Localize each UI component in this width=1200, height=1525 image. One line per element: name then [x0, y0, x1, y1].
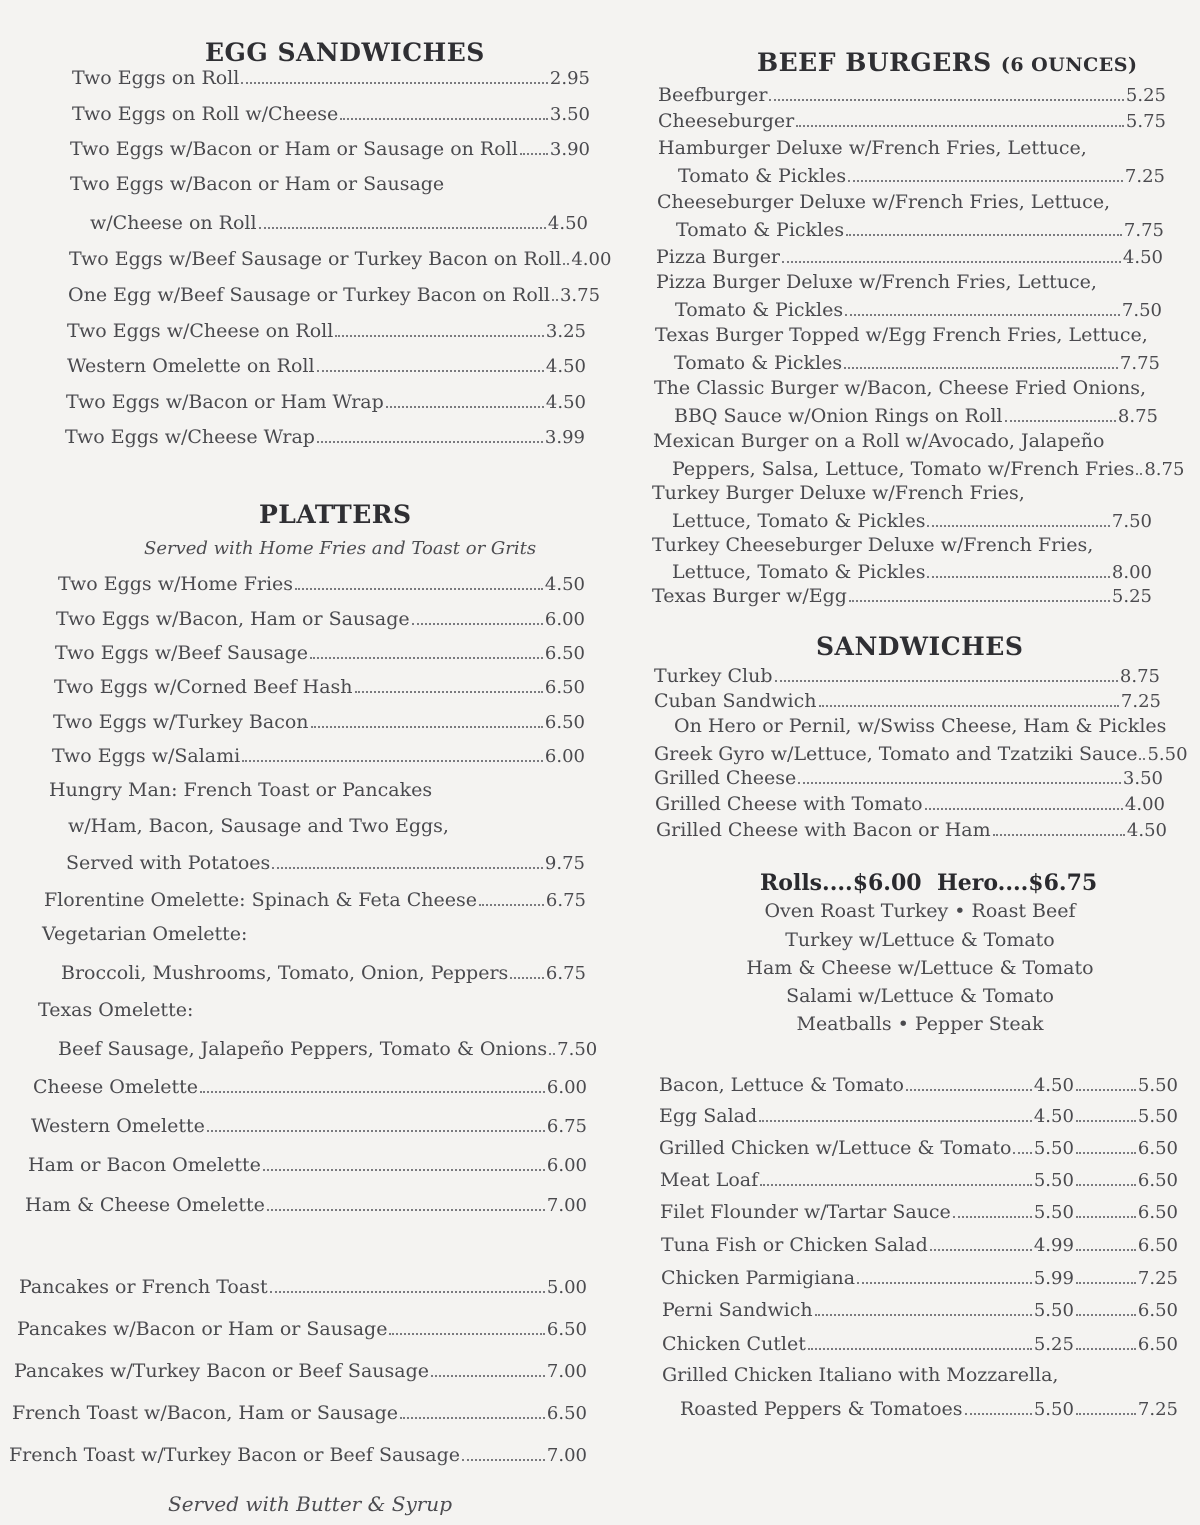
menu-item-text: w/Ham, Bacon, Sausage and Two Eggs,	[68, 815, 449, 837]
menu-item-roll-price: 5.99	[1033, 1268, 1074, 1289]
leader-dots	[311, 726, 543, 728]
menu-item-name: Tomato & Pickles	[675, 299, 844, 321]
menu-item-price: 6.50	[544, 643, 585, 664]
menu-item-price: 3.50	[549, 104, 590, 125]
menu-item-name: Grilled Chicken w/Lettuce & Tomato	[659, 1137, 1012, 1159]
menu-item	[672, 454, 1185, 480]
menu-item	[674, 401, 1158, 427]
leader-dots	[259, 227, 546, 229]
menu-item	[68, 280, 601, 306]
menu-item-price: 5.00	[546, 1277, 587, 1298]
menu-item-name: Two Eggs w/Cheese on Roll	[67, 320, 334, 342]
leader-dots	[927, 576, 1109, 578]
menu-item-text: Turkey Cheeseburger Deluxe w/French Fries,	[652, 534, 1094, 556]
leader-dots	[1005, 420, 1116, 422]
leader-dots	[241, 82, 548, 84]
menu-item-name: Two Eggs w/Cheese Wrap	[65, 426, 315, 448]
menu-item	[672, 506, 1152, 532]
leader-dots	[1076, 1089, 1136, 1091]
menu-item-price: 6.50	[544, 677, 585, 698]
menu-item-price: 6.00	[546, 1155, 587, 1176]
menu-item-price: 7.25	[1120, 691, 1161, 712]
leader-dots	[1076, 1184, 1136, 1186]
menu-item-price: 7.50	[1111, 511, 1152, 532]
menu-item-hero-price: 6.50	[1137, 1334, 1178, 1355]
menu-item-price: 4.50	[545, 392, 586, 413]
menu-item-name: One Egg w/Beef Sausage or Turkey Bacon on Roll	[68, 284, 550, 306]
leader-dots	[993, 834, 1125, 836]
menu-item-name: Two Eggs w/Beef Sausage	[55, 642, 308, 664]
menu-item-price: 7.00	[546, 1445, 587, 1466]
menu-item-price: 4.00	[571, 249, 612, 270]
menu-item-name: Beefburger	[658, 84, 768, 106]
menu-item-price: 4.00	[1124, 794, 1165, 815]
menu-item	[672, 557, 1152, 583]
menu-item-text: Vegetarian Omelette:	[42, 923, 248, 945]
menu-item-price: 7.00	[546, 1195, 587, 1216]
menu-item-name: Cheese Omelette	[33, 1076, 198, 1098]
menu-item-name: Lettuce, Tomato & Pickles	[672, 561, 926, 583]
menu-item-price: 4.50	[547, 213, 588, 234]
menu-item	[659, 1133, 1178, 1159]
menu-item-name: Two Eggs w/Beef Sausage or Turkey Bacon on Roll	[69, 248, 562, 270]
menu-item-name: Peppers, Salsa, Lettuce, Tomato w/French Fries	[672, 458, 1135, 480]
leader-dots	[431, 1375, 545, 1377]
menu-item-price: 6.50	[546, 1403, 587, 1424]
menu-item-name: Two Eggs w/Bacon, Ham or Sausage	[56, 608, 410, 630]
leader-dots	[845, 314, 1120, 316]
menu-item	[67, 316, 586, 342]
leader-dots	[844, 367, 1118, 369]
menu-item-price: 6.75	[545, 963, 586, 984]
menu-item-price: 8.75	[1144, 459, 1185, 480]
menu-item-hero-price: 6.50	[1137, 1235, 1178, 1256]
menu-item-text: Cheeseburger Deluxe w/French Fries, Lettuce,	[657, 191, 1111, 213]
leader-dots	[270, 1291, 545, 1293]
menu-item-name: Cuban Sandwich	[654, 690, 817, 712]
leader-dots	[1076, 1314, 1136, 1316]
menu-item	[56, 604, 585, 630]
menu-item	[656, 815, 1167, 841]
leader-dots	[760, 1184, 1032, 1186]
leader-dots	[930, 1249, 1032, 1251]
menu-item	[52, 741, 585, 767]
menu-item-roll-price: 5.25	[1033, 1334, 1074, 1355]
menu-item	[33, 1072, 587, 1098]
menu-item	[654, 763, 1163, 789]
menu-item	[44, 885, 586, 911]
menu-item-name: Perni Sandwich	[662, 1299, 813, 1321]
menu-item-name: Texas Burger w/Egg	[652, 585, 847, 607]
menu-item-name: Tomato & Pickles	[678, 165, 847, 187]
menu-item-text: The Classic Burger w/Bacon, Cheese Fried Onions,	[654, 377, 1146, 399]
menu-item	[660, 1165, 1178, 1191]
leader-dots	[1013, 1152, 1031, 1154]
menu-item-price: 5.25	[1125, 85, 1166, 106]
menu-item	[54, 672, 585, 698]
menu-item-name: Broccoli, Mushrooms, Tomato, Onion, Peppers	[61, 962, 509, 984]
menu-item-name: Western Omelette	[31, 1115, 205, 1137]
menu-item	[14, 1356, 587, 1382]
menu-item	[31, 1111, 587, 1137]
leader-dots	[953, 1216, 1032, 1218]
menu-item-name: Egg Salad	[659, 1105, 758, 1127]
leader-dots	[857, 1282, 1032, 1284]
menu-item-text: On Hero or Pernil, w/Swiss Cheese, Ham & Pickles	[674, 715, 1167, 737]
platters-note: Served with Home Fries and Toast or Grits	[144, 538, 537, 559]
pancakes-note: Served with Butter & Syrup	[168, 1492, 452, 1516]
menu-item	[61, 958, 586, 984]
menu-item	[12, 1398, 587, 1424]
menu-item-name: Greek Gyro w/Lettuce, Tomato and Tzatziki Sauce	[654, 743, 1138, 765]
menu-item-roll-price: 5.50	[1033, 1399, 1074, 1420]
menu-item-text: Two Eggs w/Bacon or Ham or Sausage	[70, 173, 445, 195]
menu-item-name: Two Eggs w/Home Fries	[58, 573, 294, 595]
menu-item-price: 6.50	[544, 712, 585, 733]
menu-item-name: Filet Flounder w/Tartar Sauce	[660, 1201, 951, 1223]
leader-dots	[389, 1333, 544, 1335]
menu-item-roll-price: 5.50	[1033, 1138, 1074, 1159]
menu-item	[72, 99, 590, 125]
menu-item-name: Tomato & Pickles	[676, 219, 845, 241]
leader-dots	[1076, 1120, 1136, 1122]
menu-item-name: Grilled Cheese with Bacon or Ham	[656, 819, 991, 841]
leader-dots	[849, 600, 1110, 602]
menu-item-price: 4.50	[1126, 820, 1167, 841]
menu-item	[662, 1295, 1178, 1321]
menu-item-price: 6.50	[546, 1319, 587, 1340]
leader-dots	[340, 118, 548, 120]
menu-item-name: Two Eggs w/Corned Beef Hash	[54, 676, 353, 698]
menu-item-name: Western Omelette on Roll	[67, 355, 315, 377]
menu-item-price: 7.50	[557, 1039, 598, 1060]
menu-item-name: BBQ Sauce w/Onion Rings on Roll	[674, 405, 1003, 427]
menu-item	[58, 569, 585, 595]
menu-item	[676, 215, 1164, 241]
leader-dots	[846, 234, 1122, 236]
leader-dots	[1076, 1152, 1136, 1154]
menu-item-name: Pizza Burger	[656, 246, 781, 268]
platters-heading: PLATTERS	[259, 500, 412, 529]
menu-item-price: 4.50	[1122, 247, 1163, 268]
leader-dots	[386, 406, 544, 408]
menu-item	[28, 1150, 587, 1176]
leader-dots	[520, 153, 548, 155]
menu-item	[17, 1314, 587, 1340]
rolls-hero-option: Turkey w/Lettuce & Tomato	[785, 929, 1055, 951]
leader-dots	[552, 299, 558, 301]
leader-dots	[272, 867, 543, 869]
menu-item	[658, 106, 1166, 132]
menu-item	[19, 1272, 587, 1298]
menu-item-name: Two Eggs w/Bacon or Ham or Sausage on Roll	[70, 138, 518, 160]
menu-item-name: Bacon, Lettuce & Tomato	[659, 1074, 904, 1096]
menu-item-price: 7.75	[1119, 353, 1160, 374]
menu-item	[66, 387, 586, 413]
menu-item-name: Grilled Cheese with Tomato	[655, 793, 923, 815]
menu-item	[660, 1197, 1178, 1223]
menu-item	[25, 1190, 587, 1216]
leader-dots	[1076, 1282, 1136, 1284]
leader-dots	[462, 1459, 545, 1461]
menu-item-roll-price: 4.50	[1033, 1106, 1074, 1127]
leader-dots	[335, 335, 544, 337]
menu-item	[655, 789, 1165, 815]
leader-dots	[563, 263, 569, 265]
menu-item-price: 3.25	[545, 321, 586, 342]
menu-item-roll-price: 5.50	[1033, 1170, 1074, 1191]
menu-item	[675, 295, 1162, 321]
hero-price-heading: Hero....$6.75	[937, 870, 1098, 896]
menu-item	[678, 161, 1165, 187]
menu-item-name: Pancakes w/Bacon or Ham or Sausage	[17, 1318, 388, 1340]
menu-item-name: Two Eggs w/Salami	[52, 745, 241, 767]
menu-item	[680, 1394, 1178, 1420]
menu-item	[70, 134, 590, 160]
menu-item-name: Two Eggs on Roll w/Cheese	[72, 103, 339, 125]
leader-dots	[207, 1130, 545, 1132]
menu-item-name: Grilled Cheese	[654, 767, 797, 789]
menu-item-text: Hamburger Deluxe w/French Fries, Lettuce,	[658, 137, 1087, 159]
menu-item-name: French Toast w/Turkey Bacon or Beef Sausage	[9, 1444, 461, 1466]
menu-item	[90, 208, 588, 234]
menu-item-price: 4.50	[544, 574, 585, 595]
menu-item-price: 8.00	[1111, 562, 1152, 583]
menu-item	[654, 661, 1160, 687]
menu-item-name: Pancakes w/Turkey Bacon or Beef Sausage	[14, 1360, 429, 1382]
menu-item-price: 3.50	[1122, 768, 1163, 789]
menu-item	[652, 581, 1152, 607]
menu-item	[65, 422, 585, 448]
menu-item	[654, 739, 1188, 765]
menu-item-name: Chicken Parmigiana	[661, 1267, 856, 1289]
menu-item-text: Hungry Man: French Toast or Pancakes	[49, 779, 433, 801]
beef-burgers-heading	[757, 48, 1138, 77]
menu-item-price: 5.75	[1125, 111, 1166, 132]
menu-item-name: Roasted Peppers & Tomatoes	[680, 1398, 963, 1420]
menu-item-text: Turkey Burger Deluxe w/French Fries,	[652, 482, 1025, 504]
leader-dots	[1076, 1249, 1136, 1251]
leader-dots	[782, 261, 1121, 263]
menu-item	[662, 1329, 1178, 1355]
menu-item-name: Lettuce, Tomato & Pickles	[672, 510, 926, 532]
rolls-hero-option: Meatballs • Pepper Steak	[796, 1013, 1044, 1035]
leader-dots	[267, 1209, 545, 1211]
menu-item	[53, 707, 585, 733]
menu-item-price: 9.75	[544, 853, 585, 874]
menu-item-hero-price: 6.50	[1137, 1138, 1178, 1159]
menu-item-roll-price: 5.50	[1033, 1202, 1074, 1223]
menu-item	[661, 1230, 1178, 1256]
menu-item-name: w/Cheese on Roll	[90, 212, 257, 234]
menu-item-text: Grilled Chicken Italiano with Mozzarella,	[662, 1364, 1059, 1386]
leader-dots	[906, 1089, 1032, 1091]
leader-dots	[925, 808, 1123, 810]
menu-item-text: Texas Burger Topped w/Egg French Fries, Lettuce,	[655, 324, 1148, 346]
menu-item-price: 3.99	[544, 427, 585, 448]
menu-item	[656, 242, 1163, 268]
menu-item-name: Served with Potatoes	[66, 852, 271, 874]
menu-item-price: 4.50	[545, 356, 586, 377]
leader-dots	[775, 680, 1118, 682]
beef-burgers-size: (6 OUNCES)	[1000, 54, 1138, 76]
menu-item	[67, 351, 586, 377]
leader-dots	[759, 1120, 1032, 1122]
menu-item	[659, 1070, 1178, 1096]
menu-item-text: Mexican Burger on a Roll w/Avocado, Jalapeño	[653, 430, 1105, 452]
menu-item-name: Two Eggs on Roll	[72, 67, 240, 89]
menu-item-name: French Toast w/Bacon, Ham or Sausage	[12, 1402, 398, 1424]
menu-item-name: Meat Loaf	[660, 1169, 759, 1191]
menu-item-hero-price: 7.25	[1137, 1268, 1178, 1289]
leader-dots	[310, 657, 543, 659]
leader-dots	[317, 370, 544, 372]
menu-item-hero-price: 6.50	[1137, 1202, 1178, 1223]
menu-item-text: Pizza Burger Deluxe w/French Fries, Lettuce,	[656, 271, 1097, 293]
menu-item-roll-price: 4.50	[1033, 1075, 1074, 1096]
leader-dots	[412, 623, 543, 625]
menu-item-price: 6.00	[544, 746, 585, 767]
menu-item	[69, 244, 612, 270]
menu-item	[55, 638, 585, 664]
menu-item-name: Turkey Club	[654, 665, 773, 687]
menu-item-name: Two Eggs w/Turkey Bacon	[53, 711, 309, 733]
sandwiches-heading: SANDWICHES	[816, 632, 1024, 661]
menu-item-name: Ham & Cheese Omelette	[25, 1194, 265, 1216]
menu-item-name: Florentine Omelette: Spinach & Feta Cheese	[44, 889, 477, 911]
leader-dots	[769, 99, 1123, 101]
menu-item-name: Pancakes or French Toast	[19, 1276, 268, 1298]
menu-item-price: 6.00	[544, 609, 585, 630]
menu-item-name: Beef Sausage, Jalapeño Peppers, Tomato & Onions	[58, 1038, 548, 1060]
menu-item-hero-price: 5.50	[1137, 1106, 1178, 1127]
menu-item-price: 6.75	[545, 890, 586, 911]
leader-dots	[1136, 473, 1142, 475]
leader-dots	[848, 180, 1123, 182]
menu-item-price: 3.75	[559, 285, 601, 306]
menu-item	[58, 1034, 598, 1060]
menu-item	[72, 63, 590, 89]
menu-item-price: 5.50	[1147, 744, 1188, 765]
menu-item-price: 7.50	[1121, 300, 1162, 321]
menu-item	[661, 1263, 1178, 1289]
rolls-hero-option: Salami w/Lettuce & Tomato	[786, 985, 1054, 1007]
menu-item-price: 5.25	[1111, 586, 1152, 607]
leader-dots	[815, 1314, 1032, 1316]
menu-item	[66, 848, 585, 874]
menu-item-text: Texas Omelette:	[38, 999, 194, 1021]
menu-item	[658, 80, 1166, 106]
menu-item-hero-price: 5.50	[1137, 1075, 1178, 1096]
leader-dots	[808, 1348, 1032, 1350]
menu-item	[9, 1440, 587, 1466]
leader-dots	[1076, 1348, 1136, 1350]
leader-dots	[798, 782, 1121, 784]
rolls-price-heading: Rolls....$6.00	[760, 870, 922, 896]
leader-dots	[355, 691, 543, 693]
leader-dots	[927, 525, 1109, 527]
menu-item-price: 3.90	[549, 139, 590, 160]
menu-item-name: Chicken Cutlet	[662, 1333, 806, 1355]
leader-dots	[510, 977, 544, 979]
menu-item	[659, 1101, 1178, 1127]
rolls-hero-option: Ham & Cheese w/Lettuce & Tomato	[746, 957, 1094, 979]
leader-dots	[965, 1413, 1032, 1415]
menu-item-hero-price: 6.50	[1137, 1300, 1178, 1321]
menu-item-name: Tomato & Pickles	[674, 352, 843, 374]
leader-dots	[242, 760, 543, 762]
menu-item-roll-price: 4.99	[1033, 1235, 1074, 1256]
leader-dots	[479, 904, 544, 906]
menu-item-name: Two Eggs w/Bacon or Ham Wrap	[66, 391, 384, 413]
leader-dots	[263, 1169, 545, 1171]
leader-dots	[400, 1417, 545, 1419]
menu-item-hero-price: 6.50	[1137, 1170, 1178, 1191]
menu-item-price: 8.75	[1117, 406, 1158, 427]
egg-sandwiches-heading: EGG SANDWICHES	[205, 38, 485, 67]
leader-dots	[1139, 758, 1145, 760]
menu-item-price: 6.00	[546, 1077, 587, 1098]
rolls-hero-option: Oven Roast Turkey • Roast Beef	[764, 900, 1076, 922]
leader-dots	[317, 441, 543, 443]
menu-item-price: 7.00	[546, 1361, 587, 1382]
menu-item-name: Ham or Bacon Omelette	[28, 1154, 261, 1176]
menu-item	[654, 686, 1161, 712]
menu-item-name: Tuna Fish or Chicken Salad	[661, 1234, 928, 1256]
leader-dots	[819, 705, 1119, 707]
menu-item	[674, 348, 1160, 374]
leader-dots	[200, 1091, 545, 1093]
leader-dots	[1076, 1216, 1136, 1218]
beef-burgers-title: BEEF BURGERS	[757, 48, 992, 77]
menu-item-hero-price: 7.25	[1137, 1399, 1178, 1420]
menu-item-price: 2.95	[549, 68, 590, 89]
menu-item-price: 8.75	[1119, 666, 1160, 687]
menu-item-name: Cheeseburger	[658, 110, 795, 132]
menu-item-roll-price: 5.50	[1033, 1300, 1074, 1321]
leader-dots	[1076, 1413, 1136, 1415]
leader-dots	[796, 125, 1124, 127]
menu-item-price: 7.25	[1124, 166, 1165, 187]
menu-item-price: 7.75	[1123, 220, 1164, 241]
leader-dots	[549, 1053, 555, 1055]
leader-dots	[295, 588, 543, 590]
menu-item-price: 6.75	[546, 1116, 587, 1137]
